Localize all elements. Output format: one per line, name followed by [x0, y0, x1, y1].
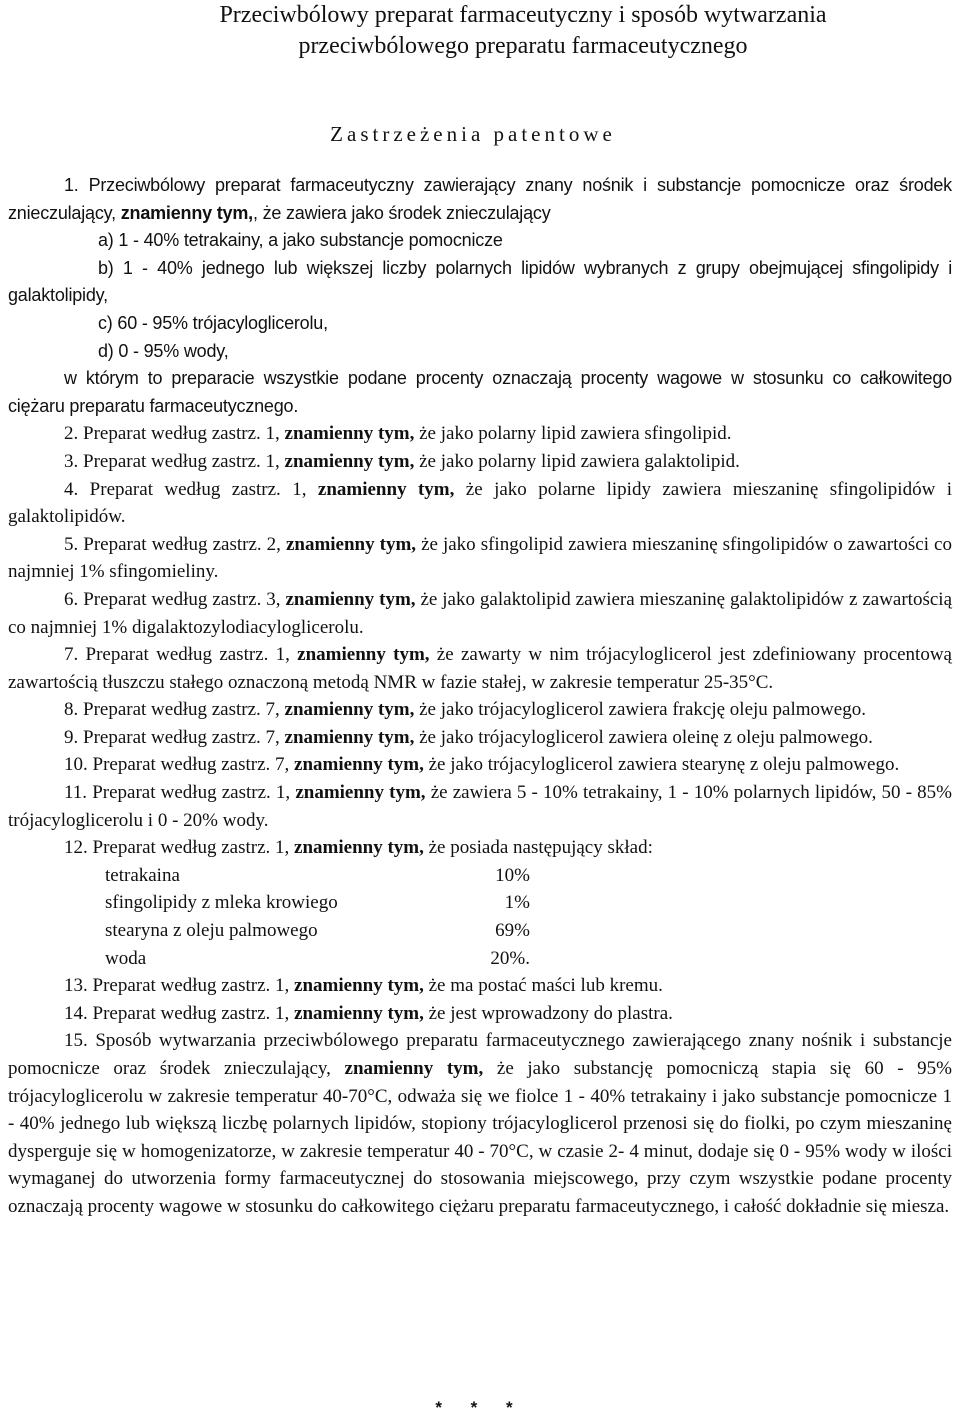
claim-13: 13. Preparat według zastrz. 1, znamienny tym, że ma postać maści lub kremu.	[64, 975, 663, 997]
claim-12: 12. Preparat według zastrz. 1, znamienny tym, że posiada następujący skład:	[64, 837, 653, 859]
composition-row: stearyna z oleju palmowego 69%	[105, 920, 530, 942]
claim-1	[8, 172, 952, 420]
claim-1-item-b: b) 1 - 40% jednego lub większej liczby polarnych lipidów wybranych z grupy obejmującej sfingolipidy i galaktolipidy,	[8, 257, 952, 306]
claim-7: 7. Preparat według zastrz. 1, znamienny tym, że zawarty w nim trójacyloglicerol jest zdefiniowany procentową zawartością tłuszczu stałego oznaczoną metodą NMR w fazie stałej, w zakresie temperatur 25-35°C.	[8, 644, 952, 693]
claim-3: 3. Preparat według zastrz. 1, znamienny tym, że jako polarny lipid zawiera galaktolipid.	[64, 450, 740, 472]
claim-1-item-a: a) 1 - 40% tetrakainy, a jako substancje pomocnicze	[98, 230, 503, 251]
claim-8: 8. Preparat według zastrz. 7, znamienny tym, że jako trójacyloglicerol zawiera frakcję oleju palmowego.	[64, 699, 866, 721]
end-marker: * * *	[435, 1398, 525, 1417]
claims-2-12	[8, 420, 952, 862]
claim-15: 15. Sposób wytwarzania przeciwbólowego preparatu farmaceutycznego zawierającego znany nośnik i substancje pomocnicze oraz środek znieczulający, znamienny tym, że jako substancję pomocniczą stapia się 60 - 95% trójacyloglicerolu w zakresie temperatur 40-70°C, odważa się we fiolce 1 - 40% tetrakainy i jako substancje pomocnicze 1 - 40% jednego lub większą liczbę polarnych lipidów, stopiony trójacyloglicerol przenosi się do fiolki, po czym mieszaninę dysperguje się w homogenizatorze, w zakresie temperatur 40 - 70°C, w czasie 2- 4 minut, dodaje się 0 - 95% wody w ilości wymaganej do utworzenia formy farmaceutycznej do stosowania miejscowego, przy czym wszystkie podane procenty oznaczają procenty wagowe w stosunku do całkowitego ciężaru preparatu farmaceutycznego, i całość dokładnie się miesza.	[8, 1030, 953, 1217]
composition-table	[8, 862, 952, 972]
claim-1-item-d: d) 0 - 95% wody,	[98, 340, 229, 361]
composition-row: sfingolipidy z mleka krowiego 1%	[105, 892, 530, 914]
claim-1-tail: w którym to preparacie wszystkie podane procenty oznaczają procenty wagowe w stosunku co całkowitego ciężaru preparatu farmaceutycznego.	[8, 368, 952, 416]
composition-row: tetrakaina 10%	[105, 864, 530, 886]
claim-1-item-c: c) 60 - 95% trójacyloglicerolu,	[98, 312, 328, 333]
claim-14: 14. Preparat według zastrz. 1, znamienny tym, że jest wprowadzony do plastra.	[64, 1002, 673, 1024]
claim-9: 9. Preparat według zastrz. 7, znamienny tym, że jako trójacyloglicerol zawiera oleinę z oleju palmowego.	[64, 726, 873, 748]
claim-10: 10. Preparat według zastrz. 7, znamienny tym, że jako trójacyloglicerol zawiera stearynę z oleju palmowego.	[64, 754, 900, 776]
claim-2: 2. Preparat według zastrz. 1, znamienny tym, że jako polarny lipid zawiera sfingolipid.	[64, 423, 732, 445]
claim-11: 11. Preparat według zastrz. 1, znamienny tym, że zawiera 5 - 10% tetrakainy, 1 - 10% polarnych lipidów, 50 - 85% trójacyloglicerolu i 0 - 20% wody.	[8, 782, 953, 831]
title-line-2: przeciwbólowego preparatu farmaceutycznego	[298, 33, 748, 59]
document-title	[0, 0, 960, 62]
claim-6: 6. Preparat według zastrz. 3, znamienny tym, że jako galaktolipid zawiera mieszaninę galaktolipidów z zawartością co najmniej 1% digalaktozylodiacyloglicerolu.	[8, 588, 952, 638]
claim-4: 4. Preparat według zastrz. 1, znamienny tym, że jako polarne lipidy zawiera mieszaninę sfingolipidów i galaktolipidów.	[8, 478, 952, 528]
claim-5: 5. Preparat według zastrz. 2, znamienny tym, że jako sfingolipid zawiera mieszaninę sfingolipidów o zawartości co najmniej 1% sfingomieliny.	[8, 533, 952, 583]
section-heading: Zastrzeżenia patentowe	[330, 122, 616, 146]
composition-row: woda 20%.	[105, 947, 530, 969]
claims-13-15	[8, 972, 952, 1220]
claim-1-intro: 1. Przeciwbólowy preparat farmaceutyczny zawierający znany nośnik i substancje pomocnicze oraz środek znieczulający, znamienny tym,, że zawiera jako środek znieczulający	[8, 175, 952, 223]
title-line-1: Przeciwbólowy preparat farmaceutyczny i sposób wytwarzania	[219, 2, 827, 28]
claims-body	[8, 172, 952, 1221]
